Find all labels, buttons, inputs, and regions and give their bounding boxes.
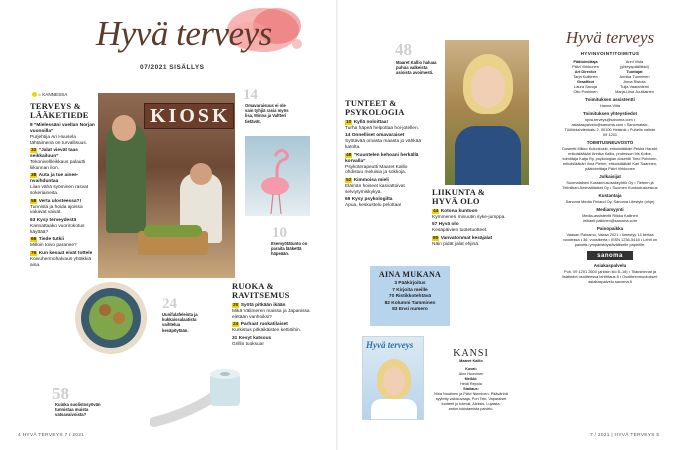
aina-item[interactable]: 70 Ristikkotehtävä: [388, 294, 432, 299]
toc-item[interactable]: 69 Kysy psykologilta Apua, keskustelu pelottaa!: [345, 197, 402, 209]
kansi-credits: KANSI Maaret Kallio Kuvat: Aino Huovinen Meikki: Heidi Repola Stailaus: Nina Nuutinen ja Päivi Nieminen. Päävärinä syytetty valokuvaaja, Pori Teki. Vaparaiset tuotteet jo tulevat, Aleksis, Lujaista, anton.tokistamista palvelu.: [430, 348, 512, 412]
falafel: [113, 312, 125, 324]
person-left-head: [112, 115, 136, 141]
falafel: [99, 304, 111, 316]
toc-item[interactable]: 31 Kesyt katsous Grillin tuoksua!: [232, 335, 272, 347]
portrait-photo: [445, 40, 529, 185]
callout-10-text: Itsemyötätunto on paraita lääkettä häpeään.: [271, 241, 308, 257]
toc-item[interactable]: 14 Onnelliset omavaraiset Syötävää omasta maasta jo vähkää katolta.: [345, 133, 421, 151]
masthead: Hyvä terveys HYVINVOINTITOIMITUS Päätoimittaja Päivi Virkkunen Art Director Tarja Kuittinen Graafikot Laura Savoja Oilu Poskinen Anni Vista (yhteyspäällikkö) Tuottajat Annika Tuominen Anna Ristola Tuija Vaaraniemi Marja-Liisa Juutilainen Toimituksen assistentti Hanna Viita Toimituksen yhteystiedot hyva.terveys@sanoma.com • asiakaspalvelu@sanoma.com • Sanomatalo, Töölönlahdenkatu 2, 00100 Helsinki • Puhelin vaihde 09 1201 TOIMITUSNEUVOSTO Dosentti Mikko Kuiunkoski, erikoislääkäri Pekka Harald, erikoislääkäri Annika Kallio, professori Iris Kolbe, toimittaja Katja Ry, psykologian dosentti Timo Polvinen, erikoislääkäri Ihna Piehm, erikoislääkäri Kari Saarinen, päätoimittaja Päivi Virkkunen Julkaisijat Suomalainen Kustannusosakeyhtiö Oy • Tieteen ja Tekniikan Ammattilaiset Oy • Suomen Kuntoutuskeskus Kustantaja Sanoma Media Finland Oy, Sanoma Lifestyle (ohje) Mediamyynti Media-assistentti Riikka Kallinen mikaeli.palkinen@sanoma.com Painopaikka Vaasan Painamo, Vaasa 2021 • Ilmestyy 14 kertaa vuodessa • 36. vuosikerta • ISSN 1236-5418 • Lehti on painettu ympäristöystävälliselle paperille. sanoma Asiakaspalvelu Puh. 09 1201 2600 (arkisin klo 8–18) • Tilaushinnat ja lisätiedot osoitteessa lehtitilaus.fi • Osoitteenmuutokset: asiakaspalvelu.sanoma.fi: [562, 28, 658, 284]
section-title: TERVEYS & LÄÄKETIEDE: [30, 101, 89, 120]
kannessa-label: = KANNESSA: [32, 92, 67, 97]
kiosk-sign-text: KIOSK: [150, 105, 231, 127]
flamingo-icon: [245, 136, 310, 216]
toc-item[interactable]: 66 Tiede tutkii Milloin toivo paranee?: [30, 237, 77, 249]
toc-item[interactable]: 76 Kun kesaat eivät tottele Koivuhermohalvaus yhtäkkiä aina.: [30, 250, 93, 268]
section-tunteet: [345, 99, 425, 211]
callout-24-text: Uunifalafeleista ja kukkaissalaatista vaihtelua kesäpöytään.: [162, 312, 198, 333]
footer-right: 7 / 2021 | HYVÄ TERVEYS 5: [590, 433, 660, 438]
cover-shirt: [371, 399, 417, 420]
callout-48-text: Maaret Kallio haluaa puhua valkeista asioista avoimesti.: [396, 60, 437, 76]
salad: [89, 296, 133, 340]
aina-item[interactable]: 82 Kolumni Tamminen: [384, 300, 436, 306]
aina-item[interactable]: 3 Pääkirjoitus: [394, 281, 426, 286]
toilet-paper-icon: [150, 360, 245, 430]
kiosk-photo: [98, 93, 235, 278]
toc-item[interactable]: 80 Vanvatonmat kesäjalat Näin pidät jalat ehjinä.: [432, 235, 493, 247]
aina-item[interactable]: 7 Kirjoita meille: [392, 287, 428, 293]
face: [471, 66, 505, 108]
callout-48-number: 48: [395, 40, 412, 59]
toc-item[interactable]: 20 Syötä pitkään ikään Mikä Välimeren maissa ja Japanissa eletään vanhoiksi?: [232, 303, 310, 320]
magazine-logo: Hyvä terveys: [96, 14, 272, 53]
section-title: TUNTEET & PSYKOLOGIA: [345, 98, 405, 117]
toilet-paper-illustration: [150, 360, 245, 430]
aina-mukana-title: AINA MUKANA: [378, 270, 442, 279]
footer-left: 4 HYVÄ TERVEYS 7 / 2021: [18, 433, 85, 438]
callout-58-text: Kuinka suolistosyövän tunnistaa muista vatsavaivoista?: [55, 402, 101, 418]
cover-thumbnail[interactable]: [362, 336, 424, 420]
toc-item[interactable]: 63 Kysy terveydestä Kannattaako vuorirokotus käyttää?: [30, 217, 85, 235]
sanoma-logo: sanoma: [587, 251, 633, 260]
aina-mukana-box: [370, 266, 450, 326]
callout-58-number: 58: [52, 384, 69, 403]
falafel-photo: [75, 282, 147, 354]
masthead-logo: Hyvä terveys: [565, 28, 655, 47]
kansi-name: Maaret Kallio: [459, 359, 483, 363]
produce: [144, 225, 202, 237]
section-terveys: [30, 102, 96, 270]
toc-item[interactable]: 32 ”Jalat vievät taas seikkailuun” Tekonivellleikkaus palautti liikunnan ilon.: [30, 148, 86, 171]
flamingo-photo: [245, 136, 310, 216]
section-liikunta: [432, 188, 517, 249]
toc-item[interactable]: 52 Kimmoisa mieli Elämän hoiseet kasvattoivat selviytymiskykyä.: [345, 177, 405, 195]
section-ruoka: [232, 282, 317, 349]
page-fold: [336, 0, 338, 450]
toc-item[interactable]: 24 Parhaat ruokatilaiset Kurkistus pitkäikäisten kettiöihin.: [232, 322, 302, 334]
person-right-head: [190, 163, 212, 185]
callout-14-number: 14: [243, 87, 258, 103]
aina-item[interactable]: 83 Ensi numero: [392, 307, 428, 312]
masthead-subtitle: HYVINVOINTITOIMITUS: [580, 51, 640, 56]
toc-item[interactable]: 44 Kotona kuntoon Kymmenen minuutin syke-jumppa.: [432, 209, 506, 220]
cover-logo: Hyvä terveys: [366, 340, 414, 350]
callout-10-number: 10: [272, 225, 287, 241]
toc-item[interactable]: 38 Auta ja tue ainee-nvaihduntaa Liian vähä syöminen rasvat sokeriaineita.: [30, 173, 89, 197]
toc-item[interactable]: 57 Hyvä olo Kesäpäivien tuotetuotteet.: [432, 222, 488, 234]
toc-item[interactable]: 8 ”Mielessäni vaellan Norjan vuonoilla” Purjehtija Ari Huusela tähtäimenä on turvallisuus.: [30, 123, 95, 146]
toc-item[interactable]: 48 ”Kuuntelen kehoani herkällä korvalla” Psykoterapeutti Maaret Kallio ohdistuu meluisia ja sokkoja.: [345, 152, 419, 176]
callout-14-text: Omavaraisuus ei ole vain tyhjiä rasia myös lisa, Minna ja Valtteri tietävät.: [245, 103, 289, 124]
cover-face: [383, 367, 405, 395]
callout-24-number: 24: [162, 296, 177, 312]
issue-label: 07/2021 SISÄLLYS: [140, 64, 205, 71]
section-title: LIIKUNTA & HYVÄ OLO: [432, 187, 486, 206]
shirt: [455, 126, 521, 185]
yellow-dot-icon: [32, 92, 37, 97]
toc-item[interactable]: 10 Kyllä noloittaa! Turha häpeä helpottaa hoi-jotellen.: [345, 120, 419, 131]
section-title: RUOKA & RAVITSEMUS: [232, 281, 290, 300]
kansi-title: KANSI: [453, 348, 489, 359]
toc-item[interactable]: 58 Verta ulosteessa?! Tunnista ja hoida ajoissa vakavat vaivat.: [30, 198, 83, 216]
